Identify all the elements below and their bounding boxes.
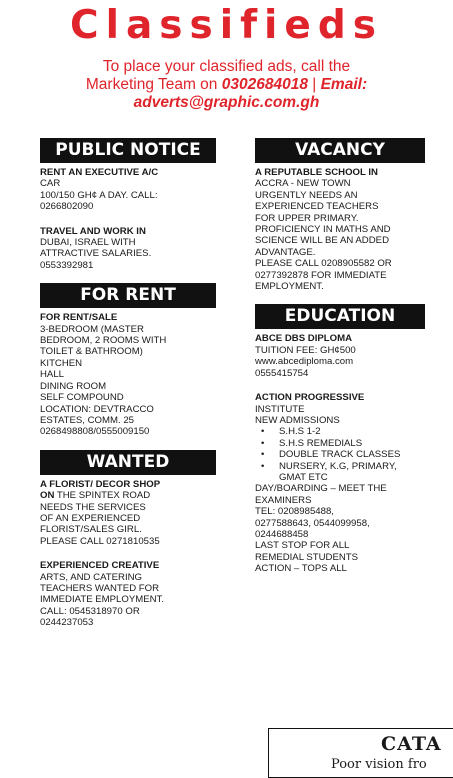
ad-block — [255, 333, 425, 379]
ad-line: ESTATES, COMM. 25 — [40, 414, 134, 426]
admissions-list — [255, 426, 425, 483]
ad-line: EXPERIENCED TEACHERS — [255, 201, 379, 213]
left-column — [40, 138, 216, 629]
section-heading-education: EDUCATION — [255, 304, 425, 329]
ad-line: FLORIST/SALES GIRL. — [40, 524, 142, 536]
ad-line: REMEDIAL STUDENTS — [255, 551, 359, 563]
section-heading-for-rent: FOR RENT — [40, 283, 216, 308]
ad-line: 0277392878 FOR IMMEDIATE — [255, 269, 387, 281]
ad-line: IMMEDIATE EMPLOYMENT. — [40, 594, 165, 606]
ad-line: PLEASE CALL 0271810535 — [40, 535, 160, 547]
ad-line: HALL — [40, 369, 64, 381]
ad-title: RENT AN EXECUTIVE A/C — [40, 167, 159, 178]
ad-line: THE SPINTEX ROAD — [54, 490, 151, 502]
ad-line: CAR — [40, 178, 61, 190]
ad-line: SELF COMPOUND — [40, 392, 124, 404]
ad-line: OF AN EXPERIENCED — [40, 512, 141, 524]
ad-title: ABCE DBS DIPLOMA — [255, 333, 353, 345]
ad-block — [40, 312, 216, 437]
ad-line: TUITION FEE: GH¢500 — [255, 344, 356, 356]
ad-line: DINING ROOM — [40, 380, 107, 392]
ad-title: ON — [40, 490, 55, 502]
ad-line: 0244688458 — [255, 528, 309, 540]
ad-line: TEL: 0208985488, — [255, 506, 334, 518]
section-heading-vacancy: VACANCY — [255, 138, 425, 163]
ad-line: BEDROOM, 2 ROOMS WITH — [40, 335, 167, 347]
list-item: • S.H.S REMEDIALS — [255, 438, 425, 449]
ad-line: ARTS, AND CATERING — [40, 571, 142, 583]
ad-title: A REPUTABLE SCHOOL IN — [255, 167, 378, 178]
list-item: • S.H.S 1-2 — [255, 426, 425, 437]
intro-line-2: Marketing Team on — [85, 76, 222, 93]
ad-line: INSTITUTE — [255, 403, 305, 415]
ad-line: TEACHERS WANTED FOR — [40, 582, 160, 594]
list-item: • NURSERY, K.G, PRIMARY, GMAT ETC — [255, 461, 425, 484]
intro-text — [0, 58, 453, 112]
ad-line: DAY/BOARDING – MEET THE — [255, 483, 387, 495]
ad-line: 100/150 GH¢ A DAY. CALL: — [40, 189, 158, 201]
intro-line-1: To place your classified ads, call the — [102, 58, 351, 75]
email-label: Email: — [320, 76, 368, 93]
ad-line: ACTION – TOPS ALL — [255, 563, 347, 575]
ad-line: DUBAI, ISRAEL WITH — [40, 237, 136, 249]
cata-title: CATA — [381, 733, 442, 755]
cata-subtitle: Poor vision fro — [331, 757, 427, 772]
page-title: Classifieds — [69, 3, 384, 48]
ad-line: ATTRACTIVE SALARIES. — [40, 248, 152, 260]
ad-block — [255, 392, 425, 575]
ad-block — [40, 167, 216, 213]
ad-block — [40, 560, 216, 628]
section-heading-public-notice: PUBLIC NOTICE — [40, 138, 216, 163]
ad-title: A FLORIST/ DECOR SHOP — [40, 478, 161, 490]
ad-line: NEW ADMISSIONS — [255, 414, 340, 426]
ad-line: PLEASE CALL 0208905582 OR — [255, 258, 392, 270]
contact-phone: 0302684018 — [221, 76, 308, 93]
ad-line: ADVANTAGE. — [255, 246, 316, 258]
section-heading-wanted: WANTED — [40, 450, 216, 475]
ad-title: TRAVEL AND WORK IN — [40, 225, 146, 237]
ad-line: 0553392981 — [40, 259, 94, 271]
ad-line: CALL: 0545318970 OR — [40, 605, 140, 617]
ad-line: 0277588643, 0544099958, — [255, 517, 370, 529]
right-column — [255, 138, 425, 575]
ad-line: LAST STOP FOR ALL — [255, 540, 350, 552]
ad-line: PROFICIENCY IN MATHS AND — [255, 224, 391, 236]
separator: | — [307, 76, 321, 93]
ad-line: KITCHEN — [40, 357, 83, 369]
ad-line: 0555415754 — [255, 367, 309, 379]
ad-line: 0266802090 — [40, 201, 94, 213]
ad-line: EXAMINERS — [255, 494, 312, 506]
ad-title: ACTION PROGRESSIVE — [255, 392, 365, 404]
ad-block — [40, 226, 216, 272]
ad-line: NEEDS THE SERVICES — [40, 501, 146, 513]
ad-line: ACCRA - NEW TOWN — [255, 178, 351, 190]
ad-line: EMPLOYMENT. — [255, 281, 324, 293]
ad-line: LOCATION: DEVTRACCO — [40, 403, 154, 415]
ad-line: TOILET & BATHROOM) — [40, 346, 143, 358]
ad-line: FOR UPPER PRIMARY. — [255, 212, 359, 224]
ad-line: SCIENCE WILL BE AN ADDED — [255, 235, 389, 247]
ad-line: 0244237053 — [40, 617, 94, 629]
ad-block — [255, 167, 425, 292]
ad-title: EXPERIENCED CREATIVE — [40, 560, 160, 572]
list-item: • DOUBLE TRACK CLASSES — [255, 449, 425, 460]
cata-ad-box — [268, 728, 453, 778]
ad-line: URGENTLY NEEDS AN — [255, 189, 358, 201]
ad-website-link[interactable]: www.abcediploma.com — [255, 356, 354, 368]
ad-line: 0268498808/0555009150 — [40, 426, 150, 438]
ad-line: 3-BEDROOM (MASTER — [40, 323, 144, 335]
contact-email: adverts@graphic.com.gh — [133, 94, 320, 111]
ad-block — [40, 479, 216, 547]
ad-title: FOR RENT/SALE — [40, 312, 118, 324]
